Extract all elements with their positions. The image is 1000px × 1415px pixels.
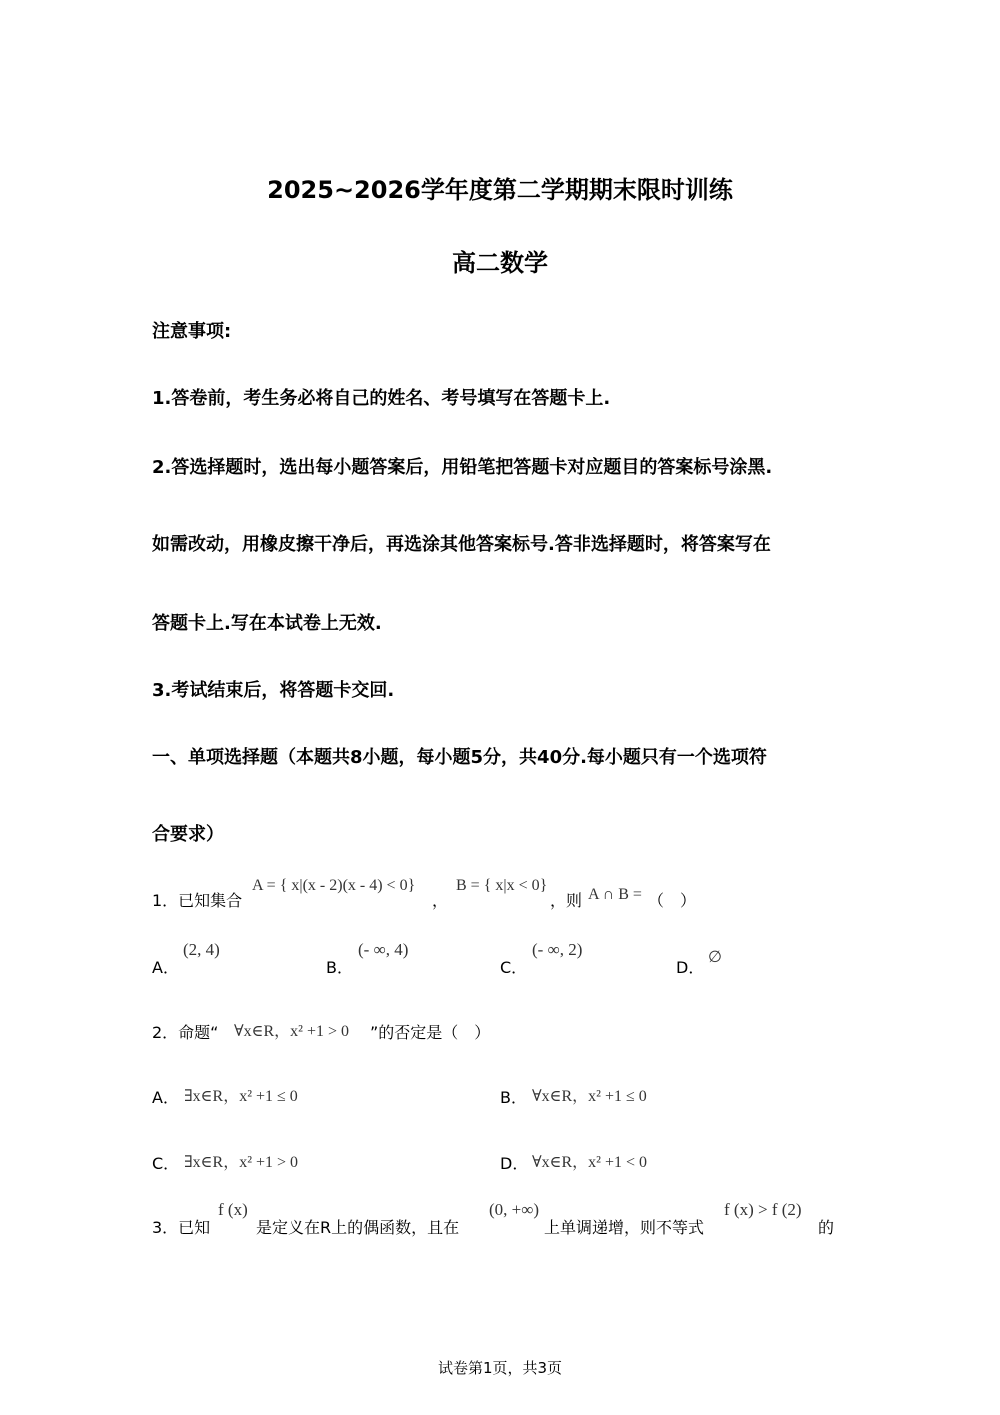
q1-prefix: 1．已知集合	[152, 891, 243, 910]
q3-text-1: 是定义在R上的偶函数，且在	[256, 1218, 460, 1237]
note-item-2-line-1: 2.答选择题时，选出每小题答案后，用铅笔把答题卡对应题目的答案标号涂黑.	[152, 457, 773, 478]
q1-set-b: B = { x|x < 0}	[456, 877, 548, 894]
q1-answer-paren: （ ）	[648, 891, 697, 910]
section-heading-line-1: 一、单项选择题（本题共8小题，每小题5分，共40分.每小题只有一个选项符	[152, 747, 767, 768]
q3-suffix: 的	[818, 1218, 835, 1237]
q3-interval: (0, +∞)	[489, 1200, 540, 1219]
exam-title: 2025~2026学年度第二学期期末限时训练	[267, 176, 733, 204]
q2-suffix: ”的否定是（ ）	[370, 1023, 491, 1042]
q1-option-d-label: D．	[676, 958, 705, 977]
q1-option-c-value: (- ∞, 2)	[532, 940, 583, 959]
q1-expression: A ∩ B =	[588, 886, 642, 903]
q1-option-b-value: (- ∞, 4)	[358, 940, 409, 959]
q3-prefix: 3．已知	[152, 1218, 211, 1237]
q2-option-c-label: C．	[152, 1154, 180, 1173]
section-heading-line-2: 合要求）	[152, 824, 224, 845]
q1-option-d-value: ∅	[708, 949, 722, 966]
q2-statement: ∀x∈R，x² +1 > 0	[234, 1023, 350, 1040]
q3-inequality: f (x) > f (2)	[724, 1200, 802, 1219]
page-footer: 试卷第1页，共3页	[437, 1359, 563, 1377]
q1-option-a-label: A．	[152, 958, 179, 977]
note-item-2-line-2: 如需改动，用橡皮擦干净后，再选涂其他答案标号.答非选择题时，将答案写在	[152, 534, 771, 555]
note-item-2-line-3: 答题卡上.写在本试卷上无效.	[152, 613, 382, 634]
q2-option-d-label: D．	[500, 1154, 529, 1173]
q2-option-b-label: B．	[500, 1088, 527, 1107]
q3-function: f (x)	[218, 1200, 248, 1219]
q2-option-a-label: A．	[152, 1088, 179, 1107]
q1-option-a-value: (2, 4)	[183, 940, 220, 959]
notes-heading: 注意事项:	[152, 321, 232, 342]
subject-title: 高二数学	[452, 249, 548, 277]
q3-text-2: 上单调递增，则不等式	[544, 1218, 705, 1237]
q2-option-a-value: ∃x∈R，x² +1 ≤ 0	[184, 1088, 298, 1105]
q1-option-c-label: C．	[500, 958, 528, 977]
q1-connector: ，则	[550, 891, 583, 910]
q2-option-c-value: ∃x∈R，x² +1 > 0	[184, 1154, 299, 1171]
note-item-3: 3.考试结束后，将答题卡交回.	[152, 680, 395, 701]
q1-option-b-label: B．	[326, 958, 353, 977]
q2-option-d-value: ∀x∈R，x² +1 < 0	[532, 1154, 648, 1171]
q1-set-a: A = { x|(x - 2)(x - 4) < 0}	[252, 877, 416, 894]
q2-option-b-value: ∀x∈R，x² +1 ≤ 0	[532, 1088, 647, 1105]
note-item-1: 1.答卷前，考生务必将自己的姓名、考号填写在答题卡上.	[152, 388, 611, 409]
q1-separator: ，	[432, 891, 449, 910]
q2-prefix: 2．命题“	[152, 1023, 219, 1042]
